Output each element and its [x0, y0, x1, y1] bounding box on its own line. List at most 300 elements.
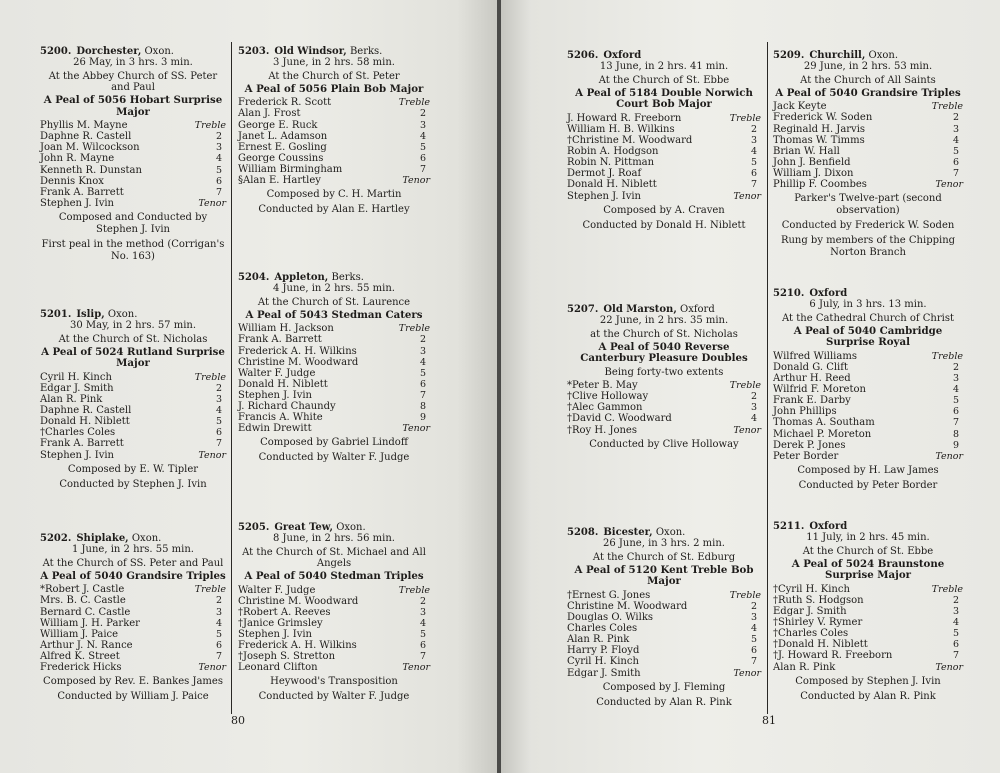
record-heading — [567, 304, 761, 315]
peal-date-duration: 22 June, in 2 hrs. 35 min. — [599, 315, 729, 327]
ringer-row — [567, 380, 761, 391]
ringer-name: Walter F. Judge — [238, 584, 316, 596]
bell-position: 4 — [215, 617, 223, 629]
ringer-name: John J. Benfield — [773, 156, 851, 168]
bell-position: 3 — [215, 142, 223, 154]
ringer-name: William Birmingham — [238, 163, 343, 175]
ringer-name: Janet L. Adamson — [238, 130, 328, 142]
bell-position: 4 — [750, 413, 758, 425]
band-list — [567, 380, 761, 435]
ringer-row — [567, 391, 761, 402]
bell-position: Tenor — [402, 175, 430, 187]
peal-number: 5202. — [40, 533, 72, 544]
church-dedication: At the Abbey Church of SS. Peter and Paul — [48, 70, 218, 93]
peal-date-duration: 13 June, in 2 hrs. 41 min. — [599, 61, 729, 73]
ringer-row — [238, 651, 430, 662]
ringer-row — [238, 618, 430, 629]
ringer-name: Stephen J. Ivin — [40, 449, 114, 461]
peal-date-duration: 29 June, in 2 hrs. 53 min. — [803, 61, 933, 73]
ringer-name: Donald H. Niblett — [40, 416, 130, 428]
peal-note: Conducted by Donald H. Niblett — [582, 219, 746, 231]
bell-position: 3 — [750, 402, 758, 414]
band-list — [40, 120, 226, 209]
ringer-row — [238, 596, 430, 607]
ringer-name: Frank A. Barrett — [40, 186, 124, 198]
tower-place: Shiplake, — [76, 533, 129, 544]
ringer-name: Christine M. Woodward — [567, 600, 688, 612]
bell-position: 5 — [215, 628, 223, 640]
peal-note: Heywood's Transposition — [270, 676, 398, 688]
ringer-name: Thomas W. Timms — [773, 134, 865, 146]
peal-note: Composed by Rev. E. Bankes James — [43, 676, 223, 688]
bell-position: 3 — [952, 123, 960, 135]
tower-place: Great Tew, — [274, 522, 334, 533]
ringer-row — [238, 662, 430, 673]
bell-position: 7 — [952, 167, 960, 179]
ringer-name: William J. Paice — [40, 628, 119, 640]
ringer-row — [238, 390, 430, 401]
peal-title: A Peal of 5024 Rutland Surprise Major — [41, 345, 225, 370]
peal-note: Composed by H. Law James — [797, 464, 939, 476]
peal-date-duration: 8 June, in 2 hrs. 56 min. — [273, 533, 395, 545]
church-dedication: At the Church of St. Laurence — [257, 296, 411, 308]
ringer-name: Stephen J. Ivin — [238, 389, 312, 401]
record-heading — [773, 521, 963, 532]
peal-date-duration: 26 June, in 3 hrs. 2 min. — [603, 538, 725, 550]
ringer-row — [773, 351, 963, 362]
ringer-name: Charles Coles — [567, 623, 638, 635]
ringer-row — [773, 168, 963, 179]
peal-note: Composed by A. Craven — [603, 204, 725, 216]
ringer-row — [40, 595, 226, 606]
ringer-row — [40, 153, 226, 164]
ringer-name: Alan J. Frost — [238, 108, 301, 120]
bell-position: 2 — [215, 595, 223, 607]
peal-record — [567, 50, 761, 232]
bell-position: 5 — [750, 157, 758, 169]
bell-position: 6 — [215, 639, 223, 651]
peal-number: 5207. — [567, 304, 599, 315]
ringer-row — [567, 113, 761, 124]
ringer-row — [40, 142, 226, 153]
tower-county: Berks. — [331, 272, 364, 283]
ringer-row — [238, 153, 430, 164]
tower-place: Bicester, — [603, 527, 653, 538]
ringer-row — [773, 617, 963, 628]
ringer-row — [567, 645, 761, 656]
ringer-row — [567, 179, 761, 190]
ringer-row — [567, 601, 761, 612]
peal-title: A Peal of 5040 Stedman Triples — [244, 570, 424, 583]
ringer-name: Mrs. B. C. Castle — [40, 595, 126, 607]
bell-position: 4 — [750, 623, 758, 635]
bell-position: Tenor — [198, 449, 226, 461]
ringer-name: Arthur H. Reed — [773, 373, 851, 385]
ringer-name: Frederick R. Scott — [238, 97, 332, 109]
peal-record — [773, 288, 963, 492]
bell-position: 8 — [419, 401, 427, 413]
ringer-row — [567, 191, 761, 202]
ringer-name: John R. Mayne — [40, 153, 115, 165]
ringer-row — [40, 198, 226, 209]
ringer-row — [773, 429, 963, 440]
bell-position: 7 — [215, 438, 223, 450]
bell-position: 2 — [419, 595, 427, 607]
peal-record — [238, 46, 430, 216]
tower-county: Oxon. — [144, 46, 174, 57]
peal-note: Composed by C. H. Martin — [266, 189, 402, 201]
ringer-row — [567, 157, 761, 168]
bell-position: Tenor — [935, 179, 963, 191]
bell-position: 5 — [952, 395, 960, 407]
ringer-row — [773, 650, 963, 661]
church-dedication: At the Church of All Saints — [800, 74, 936, 86]
ringer-row — [773, 440, 963, 451]
bell-position: Tenor — [935, 661, 963, 673]
tower-county: Oxford — [680, 304, 715, 315]
ringer-name: Robin N. Pittman — [567, 157, 655, 169]
bell-position: 3 — [215, 606, 223, 618]
tower-county: Oxon. — [131, 533, 162, 544]
peal-title: A Peal of 5040 Cambridge Surprise Royal — [793, 324, 943, 349]
peal-title: A Peal of 5040 Grandsire Triples — [775, 86, 961, 99]
ringer-row — [238, 607, 430, 618]
peal-note: Composed by Gabriel Lindoff — [260, 437, 408, 449]
ringer-row — [238, 142, 430, 153]
bell-position: 3 — [952, 606, 960, 618]
record-heading — [567, 527, 761, 538]
peal-note: Composed by Stephen J. Ivin — [795, 675, 941, 687]
ringer-name: Cyril H. Kinch — [40, 371, 112, 383]
bell-position: 4 — [419, 130, 427, 142]
peal-record — [238, 522, 430, 703]
peal-record — [567, 304, 761, 451]
bell-position: Treble — [194, 371, 226, 383]
bell-position: 3 — [419, 119, 427, 131]
bell-position: 6 — [750, 168, 758, 180]
peal-date-duration: 1 June, in 2 hrs. 55 min. — [72, 544, 194, 556]
ringer-row — [238, 357, 430, 368]
ringer-row — [567, 413, 761, 424]
ringer-row — [773, 146, 963, 157]
ringer-name: Harry P. Floyd — [567, 645, 640, 657]
peal-number: 5210. — [773, 288, 805, 299]
peal-number: 5205. — [238, 522, 270, 533]
bell-position: 8 — [952, 428, 960, 440]
ringer-name: Stephen J. Ivin — [238, 629, 312, 641]
bell-position: 3 — [419, 606, 427, 618]
peal-record — [238, 272, 430, 464]
ringer-name: Joan M. Wilcockson — [40, 142, 140, 154]
ringer-row — [40, 405, 226, 416]
peal-number: 5209. — [773, 50, 805, 61]
ringer-name: Daphne R. Castell — [40, 405, 132, 417]
band-list — [40, 584, 226, 673]
bell-position: 2 — [750, 123, 758, 135]
tower-county: Oxon. — [107, 309, 138, 320]
peal-title: A Peal of 5184 Double Norwich Court Bob Major — [575, 86, 753, 111]
bell-position: 3 — [750, 612, 758, 624]
ringer-name: †Charles Coles — [773, 628, 849, 640]
ringer-name: Frederick A. H. Wilkins — [238, 345, 357, 357]
ringer-name: John Phillips — [773, 406, 837, 418]
bell-position: 6 — [215, 427, 223, 439]
ringer-name: J. Howard R. Freeborn — [567, 112, 682, 124]
church-dedication: At the Church of SS. Peter and Paul — [42, 557, 224, 569]
peal-title: A Peal of 5120 Kent Treble Bob Major — [574, 563, 754, 588]
peal-record — [40, 309, 226, 491]
bell-position: 5 — [952, 628, 960, 640]
bell-position: 4 — [952, 617, 960, 629]
peal-note: First peal in the method (Corrigan's No. 163) — [41, 238, 225, 262]
ringer-name: Donald G. Clift — [773, 361, 848, 373]
band-list — [238, 97, 430, 186]
ringer-name: Edgar J. Smith — [773, 606, 847, 618]
ringer-name: †Ernest G. Jones — [567, 589, 651, 601]
bell-position: Treble — [194, 584, 226, 596]
ringer-name: Cyril H. Kinch — [567, 656, 639, 668]
ringer-name: †Alec Gammon — [567, 402, 643, 414]
ringer-row — [238, 334, 430, 345]
bell-position: 5 — [952, 145, 960, 157]
ringer-row — [567, 124, 761, 135]
bell-position: 7 — [215, 650, 223, 662]
ringer-row — [238, 423, 430, 434]
ringer-name: Jack Keyte — [773, 101, 827, 113]
tower-place: Oxford — [809, 521, 848, 532]
ringer-row — [238, 379, 430, 390]
ringer-row — [773, 124, 963, 135]
band-list — [567, 113, 761, 202]
bell-position: 4 — [952, 384, 960, 396]
peal-date-duration: 3 June, in 2 hrs. 58 min. — [273, 57, 395, 69]
bell-position: 5 — [419, 367, 427, 379]
ringer-row — [238, 629, 430, 640]
peal-note: Parker's Twelve-part (second observation) — [794, 193, 942, 217]
ringer-row — [238, 323, 430, 334]
ringer-name: Stephen J. Ivin — [40, 197, 114, 209]
ringer-row — [40, 651, 226, 662]
peal-note: Conducted by Clive Holloway — [589, 438, 739, 450]
ringer-name: Frederick Hicks — [40, 662, 122, 674]
church-dedication: at the Church of St. Nicholas — [590, 328, 738, 340]
tower-place: Dorchester, — [76, 46, 142, 57]
ringer-row — [40, 176, 226, 187]
ringer-row — [567, 146, 761, 157]
ringer-name: Edwin Drewitt — [238, 423, 312, 435]
band-list — [773, 351, 963, 462]
ringer-row — [773, 101, 963, 112]
peal-note: Composed by E. W. Tipler — [67, 463, 199, 475]
bell-position: Tenor — [198, 662, 226, 674]
ringer-name: William J. H. Parker — [40, 617, 140, 629]
ringer-name: †Robert A. Reeves — [238, 606, 331, 618]
ringer-name: †Charles Coles — [40, 427, 116, 439]
ringer-row — [40, 607, 226, 618]
ringer-name: †David C. Woodward — [567, 413, 672, 425]
peal-record — [567, 527, 761, 709]
bell-position: 6 — [952, 156, 960, 168]
record-heading — [40, 46, 226, 57]
ringer-row — [773, 606, 963, 617]
peal-date-duration: 4 June, in 2 hrs. 55 min. — [273, 283, 395, 295]
bell-position: 2 — [419, 108, 427, 120]
ringer-name: Alan R. Pink — [40, 394, 103, 406]
ringer-row — [40, 618, 226, 629]
ringer-name: Frank A. Barrett — [40, 438, 124, 450]
ringer-name: Michael P. Moreton — [773, 428, 872, 440]
peal-note: Conducted by Stephen J. Ivin — [59, 478, 207, 490]
peal-title: A Peal of 5056 Plain Bob Major — [244, 82, 424, 95]
ringer-name: Dennis Knox — [40, 175, 104, 187]
bell-position: 2 — [750, 391, 758, 403]
bell-position: 3 — [215, 394, 223, 406]
ringer-row — [567, 668, 761, 679]
ringer-row — [238, 401, 430, 412]
ringer-name: Edgar J. Smith — [567, 667, 641, 679]
tower-place: Churchill, — [809, 50, 866, 61]
ringer-name: Frederick W. Soden — [773, 112, 873, 124]
ringer-name: Donald H. Niblett — [238, 378, 328, 390]
ringer-row — [40, 372, 226, 383]
peal-record — [40, 533, 226, 703]
bell-position: 6 — [419, 378, 427, 390]
bell-position: 6 — [419, 152, 427, 164]
tower-place: Appleton, — [274, 272, 329, 283]
bell-position: 3 — [419, 345, 427, 357]
ringer-name: †Christine M. Woodward — [567, 135, 693, 147]
ringer-name: Brian W. Hall — [773, 145, 840, 157]
bell-position: Treble — [398, 584, 430, 596]
peal-note: Conducted by Walter F. Judge — [258, 691, 410, 703]
record-heading — [773, 50, 963, 61]
peal-record — [773, 50, 963, 259]
bell-position: 6 — [750, 645, 758, 657]
ringer-row — [773, 406, 963, 417]
tower-county: Oxon. — [655, 527, 686, 538]
ringer-row — [773, 179, 963, 190]
ringer-name: Phillip F. Coombes — [773, 179, 867, 191]
peal-title: A Peal of 5056 Hobart Surprise Major — [43, 94, 223, 118]
ringer-row — [773, 373, 963, 384]
ringer-row — [773, 451, 963, 462]
ringer-row — [773, 584, 963, 595]
ringer-name: Edgar J. Smith — [40, 382, 114, 394]
tower-county: Oxon. — [868, 50, 899, 61]
ringer-name: *Peter B. May — [567, 380, 638, 392]
bell-position: 5 — [215, 416, 223, 428]
bell-position: 2 — [952, 594, 960, 606]
ringer-row — [40, 438, 226, 449]
ringer-row — [40, 120, 226, 131]
band-list — [40, 372, 226, 461]
bell-position: 7 — [419, 389, 427, 401]
record-heading — [40, 309, 226, 320]
ringer-name: Alfred K. Street — [40, 650, 120, 662]
tower-county: Berks. — [349, 46, 383, 57]
peal-number: 5203. — [238, 46, 270, 57]
ringer-name: Dermot J. Roaf — [567, 168, 642, 180]
ringer-row — [238, 131, 430, 142]
ringer-name: †Donald H. Niblett — [773, 639, 868, 651]
peal-note: Conducted by William J. Paice — [57, 691, 209, 703]
peal-number: 5208. — [567, 527, 599, 538]
column-divider — [767, 42, 768, 714]
ringer-name: Stephen J. Ivin — [567, 190, 641, 202]
page-number-left: 80 — [231, 714, 245, 727]
ringer-row — [40, 640, 226, 651]
bell-position: Treble — [931, 350, 963, 362]
ringer-row — [238, 412, 430, 423]
peal-record — [773, 521, 963, 703]
bell-position: 5 — [215, 164, 223, 176]
bell-position: 7 — [952, 650, 960, 662]
ringer-name: Alan R. Pink — [773, 661, 836, 673]
peal-note: Conducted by Walter F. Judge — [258, 452, 410, 464]
peal-note: Composed by J. Fleming — [602, 681, 726, 693]
ringer-row — [773, 362, 963, 373]
ringer-name: Walter F. Judge — [238, 367, 316, 379]
ringer-name: §Alan E. Hartley — [238, 175, 321, 187]
ringer-name: Robin A. Hodgson — [567, 146, 659, 158]
ringer-name: Wilfrid F. Moreton — [773, 384, 866, 396]
bell-position: 4 — [419, 356, 427, 368]
ringer-row — [773, 395, 963, 406]
ringer-name: †Roy H. Jones — [567, 424, 637, 436]
band-list — [238, 323, 430, 434]
bell-position: 3 — [750, 135, 758, 147]
bell-position: Treble — [729, 112, 761, 124]
ringer-name: George E. Ruck — [238, 119, 318, 131]
bell-position: 6 — [952, 406, 960, 418]
tower-place: Old Marston, — [603, 304, 677, 315]
ringer-row — [567, 590, 761, 601]
bell-position: Treble — [729, 380, 761, 392]
peal-date-duration: 30 May, in 2 hrs. 57 min. — [69, 320, 197, 332]
ringer-name: Frank A. Barrett — [238, 334, 322, 346]
bell-position: 4 — [750, 146, 758, 158]
ringer-row — [40, 662, 226, 673]
peal-subtitle: Being forty-two extents — [604, 366, 724, 378]
ringer-row — [40, 629, 226, 640]
ringer-name: Reginald H. Jarvis — [773, 123, 866, 135]
peal-note: Conducted by Frederick W. Soden — [781, 220, 955, 232]
ringer-row — [773, 135, 963, 146]
ringer-row — [567, 168, 761, 179]
ringer-name: Leonard Clifton — [238, 662, 318, 674]
ringer-name: Christine M. Woodward — [238, 356, 359, 368]
bell-position: 2 — [952, 112, 960, 124]
bell-position: Treble — [398, 97, 430, 109]
bell-position: Treble — [729, 589, 761, 601]
bell-position: 5 — [750, 634, 758, 646]
tower-place: Oxford — [603, 50, 642, 61]
tower-county: Oxon. — [336, 522, 366, 533]
peal-title: A Peal of 5040 Reverse Canterbury Pleasure Doubles — [580, 340, 748, 365]
bell-position: Tenor — [733, 424, 761, 436]
ringer-row — [773, 112, 963, 123]
ringer-row — [238, 164, 430, 175]
bell-position: 2 — [419, 334, 427, 346]
page-number-right: 81 — [762, 714, 776, 727]
ringer-row — [238, 120, 430, 131]
tower-place: Islip, — [76, 309, 105, 320]
record-heading — [773, 288, 963, 299]
band-list — [567, 590, 761, 679]
band-list — [238, 585, 430, 674]
bell-position: 7 — [750, 656, 758, 668]
ringer-row — [773, 384, 963, 395]
